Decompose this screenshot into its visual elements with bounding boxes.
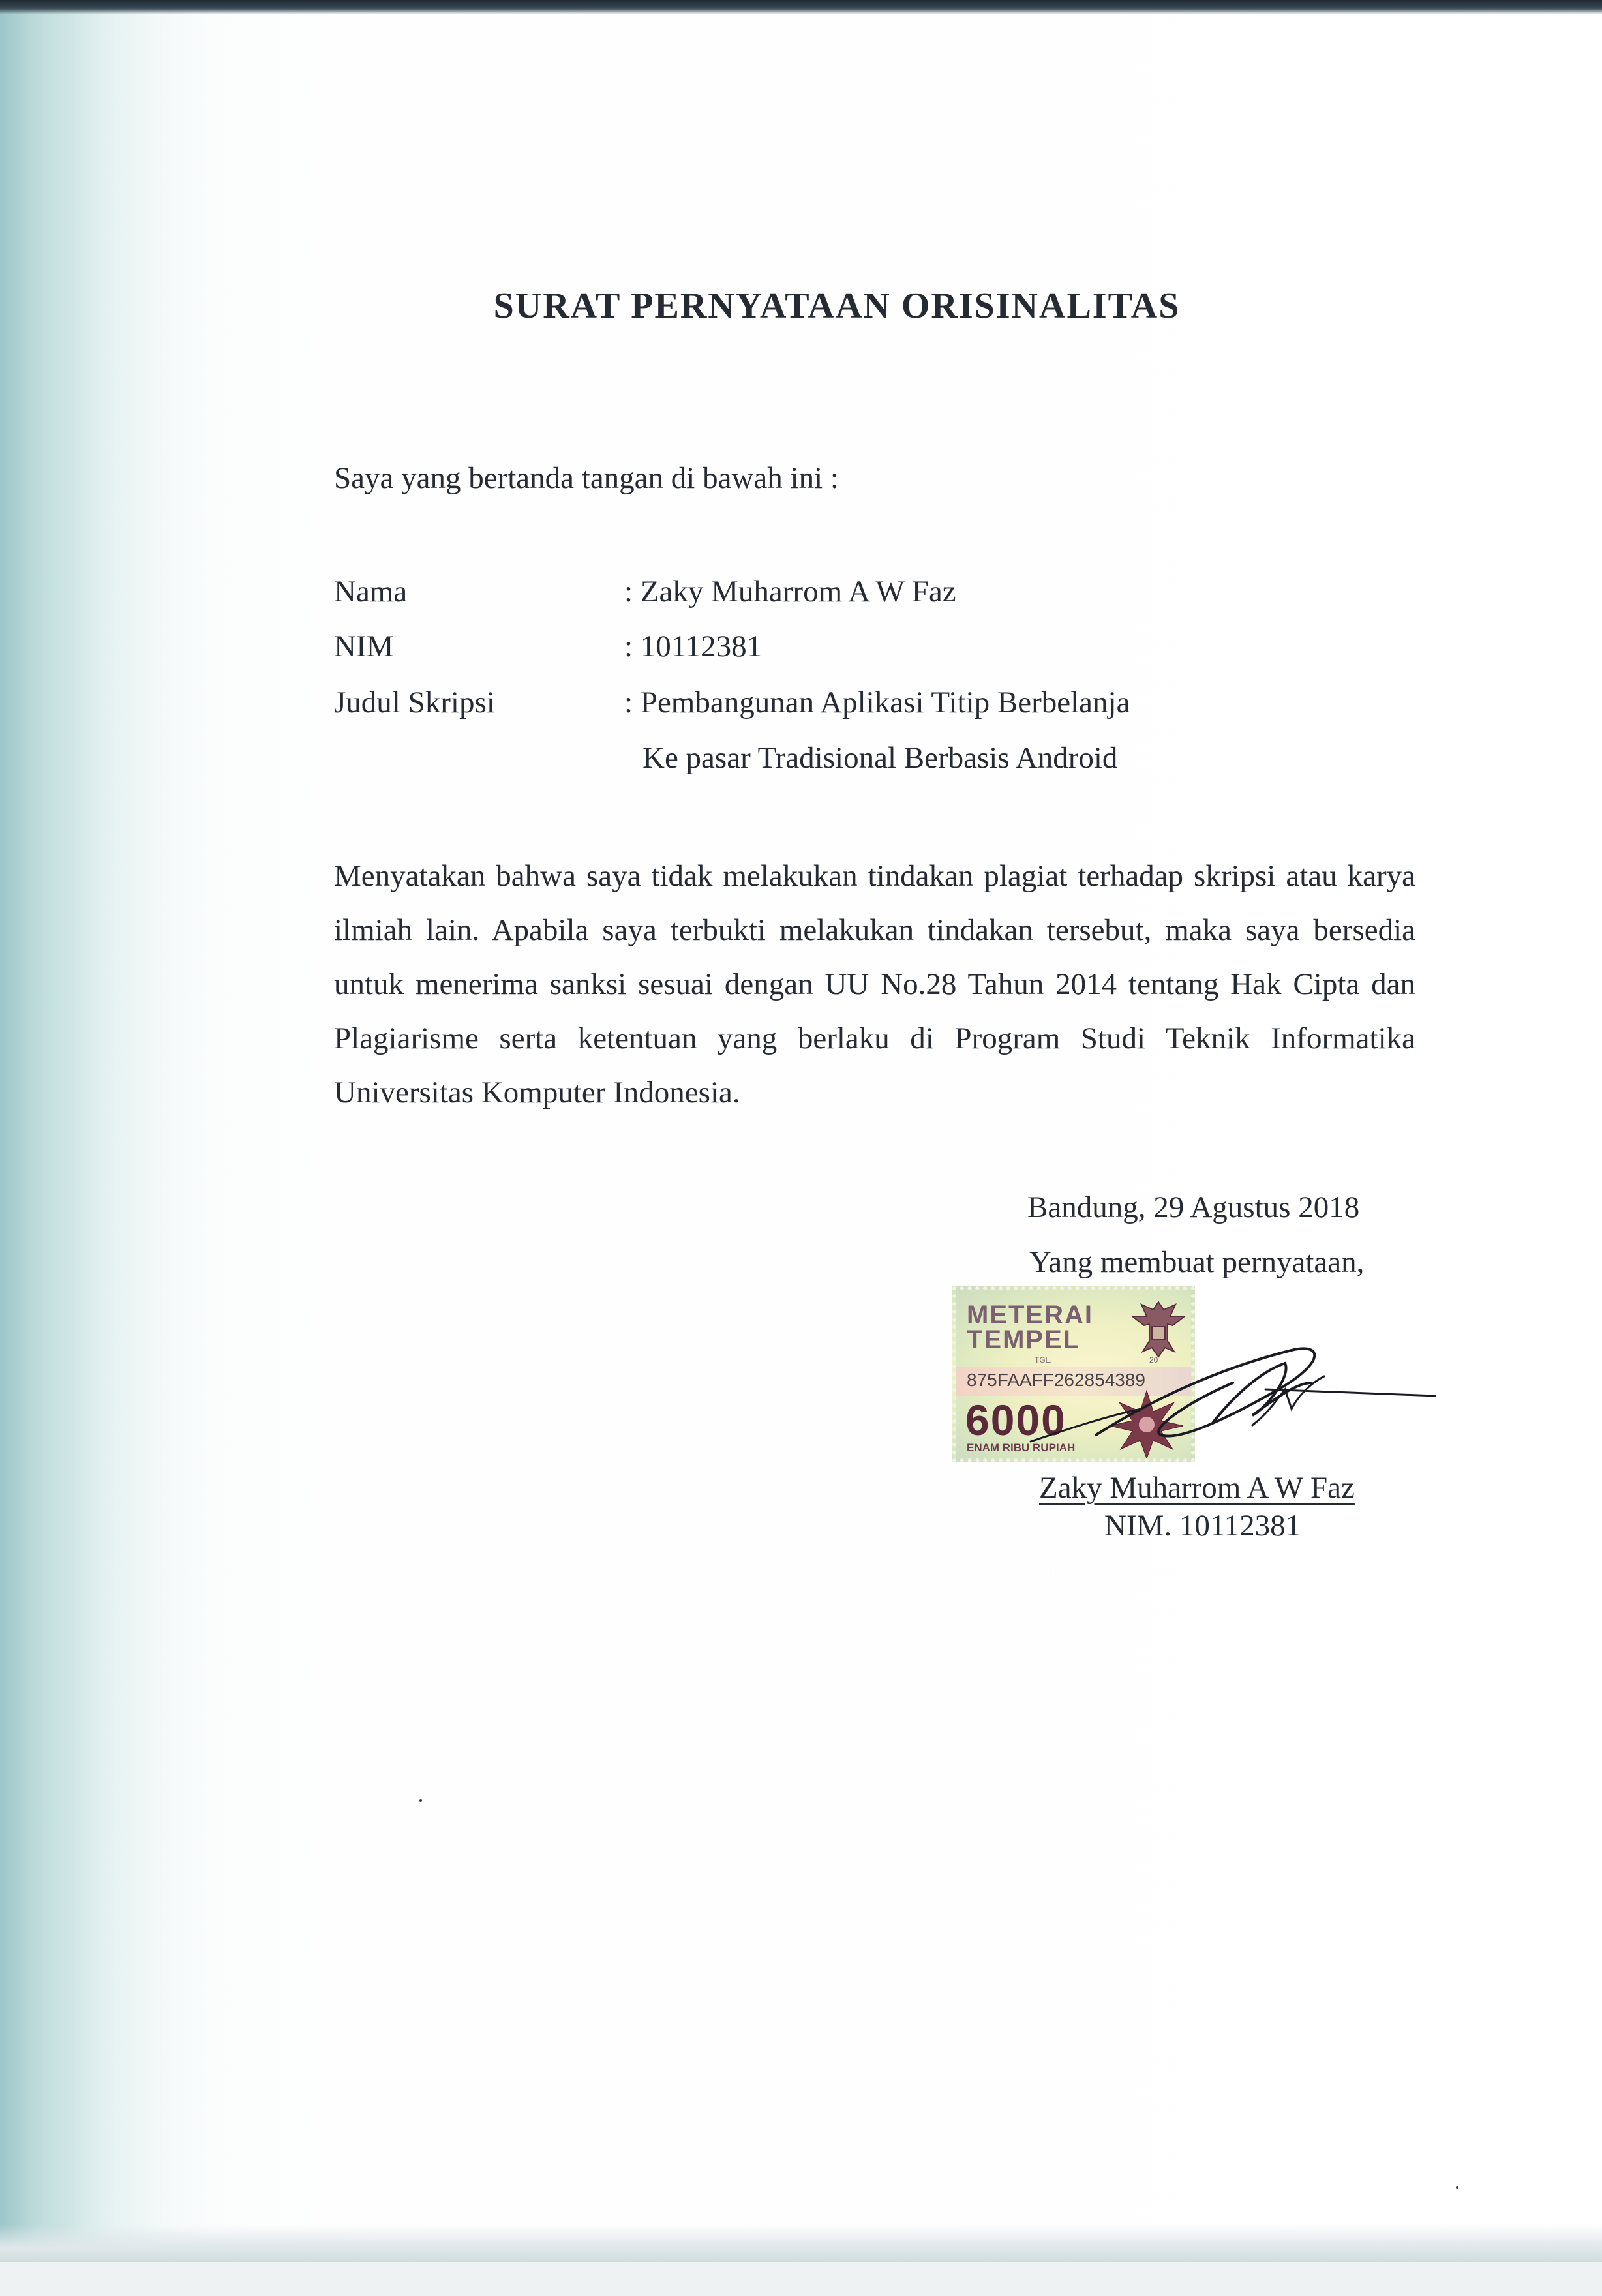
meterai-title-line-1: METERAI: [967, 1301, 1093, 1329]
statement-paragraph: Menyatakan bahwa saya tidak melakukan tindakan plagiat terhadap skripsi atau karya ilmiah lain. Apabila saya terbukti melakukan tindakan tersebut, maka saya bersedia untuk menerima sanksi sesuai dengan UU No.28 Tahun 2014 tentang Hak Cipta dan Plagiarisme serta ketentuan yang berlaku di Program Studi Teknik Informatika Universitas Komputer Indonesia.: [334, 859, 1415, 1110]
page-title: SURAT PERNYATAAN ORISINALITAS: [493, 286, 1181, 326]
judul-value-line-1: : Pembangunan Aplikasi Titip Berbelanja: [624, 686, 1130, 719]
meterai-tgl-year: 20: [1149, 1355, 1158, 1365]
signer-caption: Yang membuat pernyataan,: [1029, 1245, 1365, 1279]
place-date: Bandung, 29 Agustus 2018: [1027, 1190, 1360, 1224]
meterai-value: 6000: [965, 1396, 1066, 1444]
name-value: : Zaky Muharrom A W Faz: [624, 575, 956, 609]
handwritten-signature: [1018, 1311, 1448, 1461]
nim-value: : 10112381: [624, 629, 763, 663]
scan-bottom-shadow: [0, 2224, 1602, 2263]
scan-speck: [1456, 2186, 1458, 2189]
signer-nim: NIM. 10112381: [1104, 1509, 1301, 1543]
scan-top-edge: [0, 0, 1602, 14]
judul-value-line-2: Ke pasar Tradisional Berbasis Android: [642, 741, 1118, 775]
judul-label: Judul Skripsi: [334, 686, 495, 719]
name-label: Nama: [334, 575, 408, 609]
scan-speck: [419, 1799, 422, 1802]
intro-text: Saya yang bertanda tangan di bawah ini :: [334, 461, 839, 495]
meterai-serial: 875FAAFF262854389: [967, 1370, 1145, 1390]
meterai-title-line-2: TEMPEL: [967, 1325, 1081, 1354]
meterai-tgl-label: TGL.: [1035, 1355, 1052, 1365]
meterai-value-words: ENAM RIBU RUPIAH: [967, 1442, 1076, 1454]
nim-label: NIM: [334, 629, 394, 663]
scan-bottom-edge: [0, 2262, 1602, 2296]
signer-name: Zaky Muharrom A W Faz: [1039, 1471, 1355, 1505]
